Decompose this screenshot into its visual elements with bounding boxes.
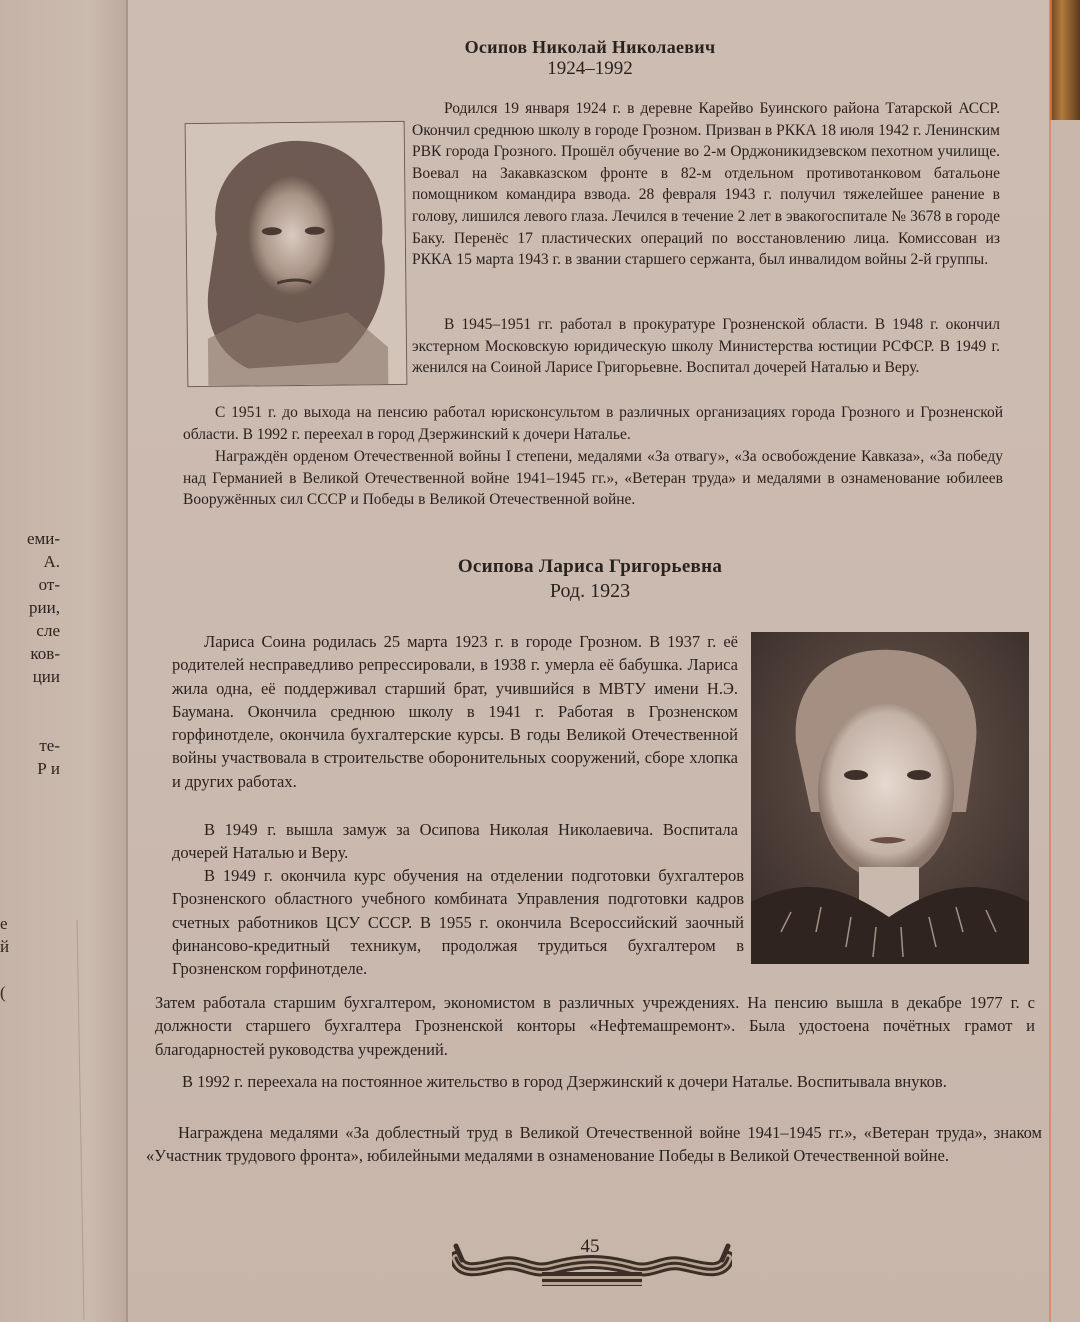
portrait-photo-icon [751, 632, 1029, 964]
entry-2-paragraph-1: Лариса Соина родилась 25 марта 1923 г. в городе Грозном. В 1937 г. её родителей несправедливо репрессировали, в 1938 г. умерла её бабушка. Лариса жила одна, её поддерживал старший брат, учившийся в МВТУ имени Н.Э. Баумана. Окончила среднюю школу в 1941 г. Работая в Грозненском горфинотделе, окончила бухгалтерские курсы. В годы Великой Отечественной войны участвовала в строительстве оборонительных сооружений, сборе хлопка и других работах. [172, 632, 738, 791]
entry-2-name: Осипова Лариса Григорьевна [457, 556, 723, 577]
entry-2-photo [751, 632, 1029, 964]
page-number: 45 [580, 1236, 600, 1257]
fragment-line: ков- [30, 644, 60, 663]
entry-1-paragraph-1: Родился 19 января 1924 г. в деревне Карейво Буинского района Татарской АССР. Окончил среднюю школу в городе Грозном. Призван в РККА 18 июля 1942 г. Ленинским РВК города Грозного. Прошёл обучение во 2-м Орджоникидзевском пехотном училище. Воевал на Закавказском фронте в 82-м отдельном противотанковом батальоне помощником командира взвода. 28 февраля 1943 г. получил тяжелейшее ранение в голову, лишился левого глаза. Лечился в течение 2 лет в эвакогоспитале № 3678 в городе Баку. Перенёс 17 пластических операций по восстановлению лица. Комиссован из РККА 15 марта 1943 г. в звании старшего сержанта, был инвалидом войны 2-й группы. [412, 100, 1000, 269]
fragment-line: ции [32, 667, 60, 686]
fragment-line: е [0, 914, 8, 933]
fragment-line: й [0, 937, 10, 956]
entry-2-paragraph-6: Награждена медалями «За доблестный труд в Великой Отечественной войне 1941–1945 гг.», «Ветеран труда», знаком «Участник трудового фронта», юбилейными медалями в ознаменование Победы в Великой Отечественной войне. [146, 1123, 1042, 1166]
entry-1-paragraph-3: С 1951 г. до выхода на пенсию работал юрисконсультом в различных организациях города Грозного и Грозненской области. В 1992 г. переехал в город Дзержинский к дочери Наталье. [183, 404, 1003, 443]
entry-2-dates: Род. 1923 [549, 580, 631, 602]
fragment-line: от- [38, 575, 60, 594]
left-facing-page [0, 0, 128, 1322]
fragment-line: те- [39, 736, 60, 755]
entry-2-paragraph-3: В 1949 г. окончила курс обучения на отделении подготовки бухгалтеров Грозненского областного учебного комбината Управления подготовки кадров счетных работников ЦСУ СССР. В 1955 г. окончила Всероссийский заочный финансово-кредитный техникум, продолжая трудиться бухгалтером в Грозненском горфинотделе. [172, 866, 744, 979]
page-fold-line [77, 920, 85, 1320]
fragment-line: рии, [29, 598, 60, 617]
entry-2-paragraph-5: В 1992 г. переехала на постоянное жительство в город Дзержинский к дочери Наталье. Воспитывала внуков. [182, 1072, 947, 1091]
entry-1-paragraph-2: В 1945–1951 гг. работал в прокуратуре Грозненской области. В 1948 г. окончил экстерном Московскую юридическую школу Министерства юстиции РСФСР. В 1949 г. женился на Соиной Ларисе Григорьевне. Воспитал дочерей Наталью и Веру. [412, 316, 1000, 377]
entry-1-photo [185, 121, 408, 387]
left-page-text-fragment-bottom [0, 912, 14, 1004]
portrait-photo-icon [186, 122, 407, 386]
entry-2-paragraph-2: В 1949 г. вышла замуж за Осипова Николая Николаевича. Воспитала дочерей Наталью и Веру. [172, 820, 738, 863]
fragment-line: ( [0, 983, 6, 1002]
fragment-line: Р и [37, 759, 60, 778]
entry-2-paragraph-4: Затем работала старшим бухгалтером, экономистом в различных учреждениях. На пенсию вышла в декабре 1977 г. с должности старшего бухгалтера Грозненской конторы «Нефтемашремонт». Была удостоена почётных грамот и благодарностей руководства учреждений. [155, 993, 1035, 1059]
fragment-line: еми- [26, 529, 60, 548]
entry-1-paragraph-4: Награждён орденом Отечественной войны I степени, медалями «За отвагу», «За освобождение Кавказа», «За победу над Германией в Великой Отечественной войне 1941–1945 гг.», «Ветеран труда» и медалями в ознаменование юбилеев Вооружённых сил СССР и Победы в Великой Отечественной войне. [183, 448, 1003, 509]
fragment-line: сле [36, 621, 60, 640]
fragment-line: А. [43, 552, 60, 571]
book-cover-edge [1049, 0, 1051, 1322]
entry-1-dates: 1924–1992 [547, 58, 633, 79]
entry-1-name: Осипов Николай Николаевич [464, 37, 716, 57]
